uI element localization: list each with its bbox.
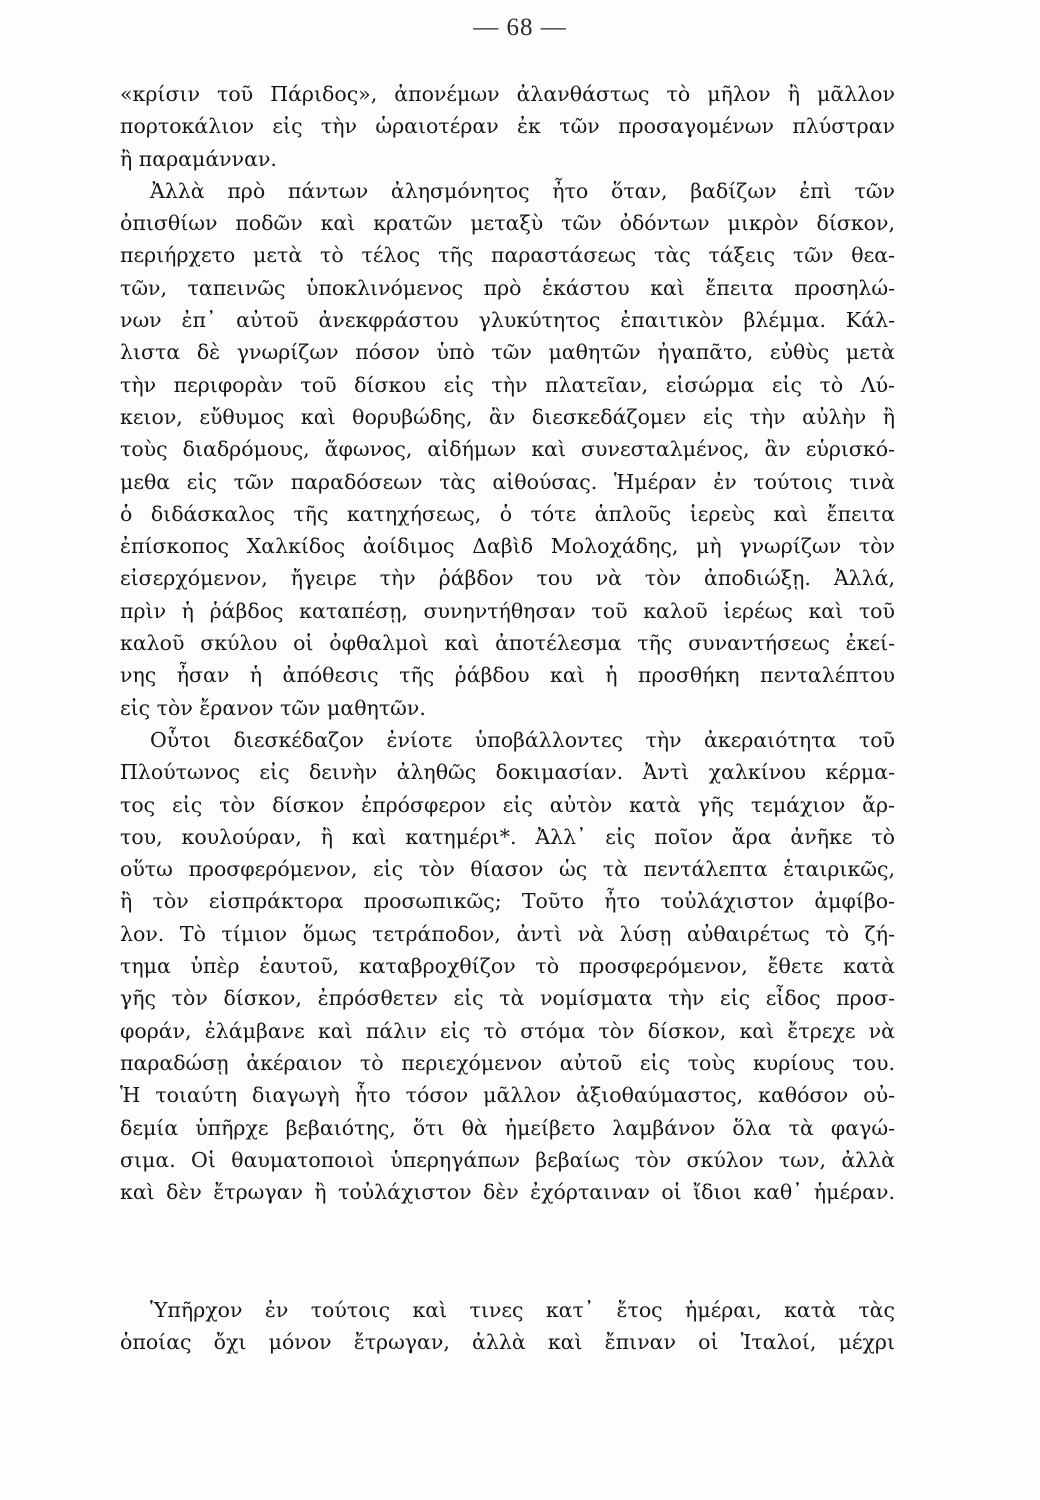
text-line: εἰσερχόμενον, ἤγειρε τὴν ῥάβδον του νὰ τὸν ἀποδιώξῃ. Ἀλλά, xyxy=(120,566,895,591)
text-line: νων ἐπ᾽ αὐτοῦ ἀνεκφράστου γλυκύτητος ἐπαιτικὸν βλέμμα. Κάλ- xyxy=(120,308,895,333)
text-line: τῶν, ταπεινῶς ὑποκλινόμενος πρὸ ἑκάστου καὶ ἔπειτα προσηλώ- xyxy=(120,275,895,300)
text-line: νης ἦσαν ἡ ἀπόθεσις τῆς ῥάβδου καὶ ἡ προσθήκη πενταλέπτου xyxy=(120,663,895,688)
text-line: μεθα εἰς τῶν παραδόσεων τὰς αἰθούσας. Ἡμέραν ἐν τούτοις τινὰ xyxy=(120,469,895,494)
text-line: λον. Τὸ τίμιον ὅμως τετράποδον, ἀντὶ νὰ λύσῃ αὐθαιρέτως τὸ ζή- xyxy=(120,921,895,946)
closing-paragraph xyxy=(120,1294,895,1359)
text-line: Οὗτοι διεσκέδαζον ἐνίοτε ὑποβάλλοντες τὴν ἀκεραιότητα τοῦ xyxy=(150,727,895,752)
text-line: καὶ δὲν ἔτρωγαν ἢ τοὐλάχιστον δὲν ἐχόρταιναν οἱ ἴδιοι καθ᾽ ἡμέραν. xyxy=(120,1180,895,1205)
text-line: οὕτω προσφερόμενον, εἰς τὸν θίασον ὡς τὰ πεντάλεπτα ἑταιρικῶς, xyxy=(120,857,895,882)
text-line: σιμα. Οἱ θαυματοποιοὶ ὑπερηγάπων βεβαίως τὸν σκύλον των, ἀλλὰ xyxy=(120,1147,895,1172)
text-line: Πλούτωνος εἰς δεινὴν ἀληθῶς δοκιμασίαν. Ἀντὶ χαλκίνου κέρμα- xyxy=(120,760,895,785)
text-line: ὁ διδάσκαλος τῆς κατηχήσεως, ὁ τότε ἁπλοῦς ἱερεὺς καὶ ἔπειτα xyxy=(120,501,895,526)
text-line: δεμία ὑπῆρχε βεβαιότης, ὅτι θὰ ἠμείβετο λαμβάνον ὅλα τὰ φαγώ- xyxy=(120,1115,895,1140)
text-line: Ἡ τοιαύτη διαγωγὴ ἦτο τόσον μᾶλλον ἀξιοθαύμαστος, καθόσον οὐ- xyxy=(120,1083,895,1108)
text-line: παραδώσῃ ἀκέραιον τὸ περιεχόμενον αὐτοῦ εἰς τοὺς κυρίους του. xyxy=(120,1050,895,1075)
text-line: τοὺς διαδρόμους, ἄφωνος, αἰδήμων καὶ συνεσταλμένος, ἂν εὑρισκό- xyxy=(120,437,895,462)
text-line: τημα ὑπὲρ ἑαυτοῦ, καταβροχθίζον τὸ προσφερόμενον, ἔθετε κατὰ xyxy=(120,954,895,979)
text-line: Ἀλλὰ πρὸ πάντων ἀλησμόνητος ἦτο ὅταν, βαδίζων ἐπὶ τῶν xyxy=(150,178,895,203)
text-line: τὴν περιφορὰν τοῦ δίσκου εἰς τὴν πλατεῖαν, εἰσώρμα εἰς τὸ Λύ- xyxy=(120,372,895,397)
text-line: τος εἰς τὸν δίσκον ἐπρόσφερον εἰς αὐτὸν κατὰ γῆς τεμάχιον ἄρ- xyxy=(120,792,895,817)
text-line: περιήρχετο μετὰ τὸ τέλος τῆς παραστάσεως τὰς τάξεις τῶν θεα- xyxy=(120,243,895,268)
text-line: ὁποίας ὄχι μόνον ἔτρωγαν, ἀλλὰ καὶ ἔπιναν οἱ Ἰταλοί, μέχρι xyxy=(120,1330,895,1355)
text-line: λιστα δὲ γνωρίζων πόσον ὑπὸ τῶν μαθητῶν ἠγαπᾶτο, εὐθὺς μετὰ xyxy=(120,340,895,365)
text-line: φοράν, ἐλάμβανε καὶ πάλιν εἰς τὸ στόμα τὸν δίσκον, καὶ ἔτρεχε νὰ xyxy=(120,1018,895,1043)
text-line: κειον, εὔθυμος καὶ θορυβώδης, ἂν διεσκεδάζομεν εἰς τὴν αὐλὴν ἢ xyxy=(120,404,895,429)
text-line: καλοῦ σκύλου οἱ ὀφθαλμοὶ καὶ ἀποτέλεσμα τῆς συναντήσεως ἐκεί- xyxy=(120,631,895,656)
text-line: ὀπισθίων ποδῶν καὶ κρατῶν μεταξὺ τῶν ὀδόντων μικρὸν δίσκον, xyxy=(120,211,895,236)
page-number: — 68 — xyxy=(473,14,567,41)
text-line: ἐπίσκοπος Χαλκίδος ἀοίδιμος Δαβὶδ Μολοχάδης, μὴ γνωρίζων τὸν xyxy=(120,534,895,559)
text-line: ἢ τὸν εἰσπράκτορα προσωπικῶς; Τοῦτο ἦτο τοὐλάχιστον ἀμφίβο- xyxy=(120,889,895,914)
main-text-block xyxy=(120,78,895,1208)
text-line: πρὶν ἡ ῥάβδος καταπέσῃ, συνηντήθησαν τοῦ καλοῦ ἱερέως καὶ τοῦ xyxy=(120,598,895,623)
text-line: του, κουλούραν, ἢ καὶ κατημέρι*. Ἀλλ᾽ εἰς ποῖον ἄρα ἀνῆκε τὸ xyxy=(120,824,895,849)
text-line: γῆς τὸν δίσκον, ἐπρόσθετεν εἰς τὰ νομίσματα τὴν εἰς εἶδος προσ- xyxy=(120,986,895,1011)
text-line: Ὑπῆρχον ἐν τούτοις καὶ τινες κατ᾽ ἔτος ἡμέραι, κατὰ τὰς xyxy=(150,1298,895,1322)
text-line: ἢ παραμάνναν. xyxy=(120,146,277,171)
text-line: εἰς τὸν ἔρανον τῶν μαθητῶν. xyxy=(120,695,426,720)
text-line: «κρίσιν τοῦ Πάριδος», ἀπονέμων ἀλανθάστως τὸ μῆλον ἢ μᾶλλον xyxy=(120,82,895,106)
text-line: πορτοκάλιον εἰς τὴν ὡραιοτέραν ἐκ τῶν προσαγομένων πλύστραν xyxy=(120,114,895,139)
